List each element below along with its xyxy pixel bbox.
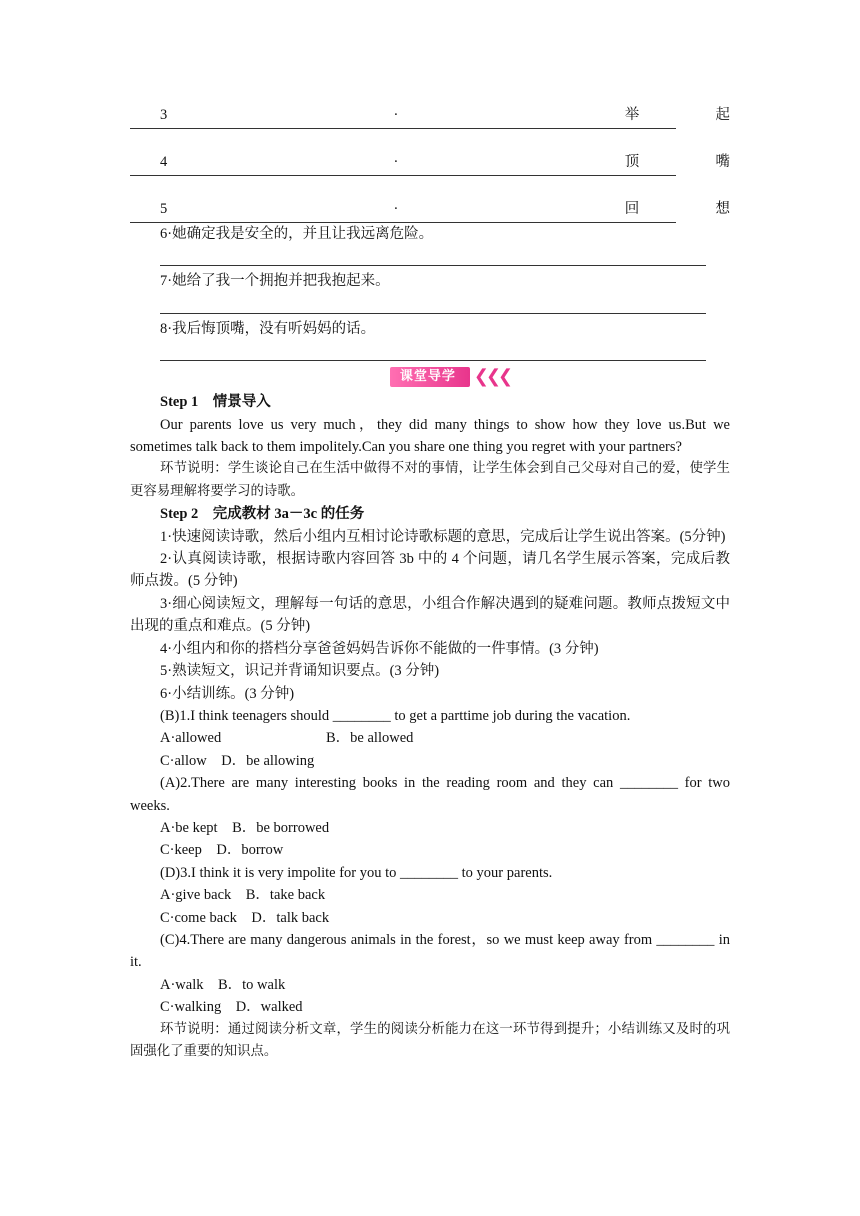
banner-label: 课堂导学 bbox=[390, 367, 470, 387]
option: B．be allowed bbox=[326, 730, 414, 747]
answer-line bbox=[160, 245, 706, 266]
separator-dot: · bbox=[393, 154, 399, 170]
separator-dot: · bbox=[393, 107, 399, 123]
question-options: C·walking D．walked bbox=[160, 999, 303, 1016]
question-stem: (D)3.I think it is very impolite for you to ________ to your parents. bbox=[160, 864, 553, 881]
char-1: 回 bbox=[624, 201, 640, 217]
answer-line bbox=[130, 174, 676, 176]
vocab-item bbox=[130, 104, 730, 129]
question-stem: (A)2.There are many interesting books in the reading room and they can ________ for two weeks. bbox=[130, 775, 730, 814]
char-2: 起 bbox=[715, 107, 730, 123]
option: A·allowed bbox=[160, 730, 222, 747]
char-2: 嘴 bbox=[715, 154, 730, 170]
question-options: C·come back D．talk back bbox=[160, 909, 330, 926]
step1-note: 环节说明：学生谈论自己在生活中做得不对的事情，让学生体会到自己父母对自己的爱，使学生更容易理解将要学习的诗歌。 bbox=[130, 461, 730, 499]
answer-line bbox=[160, 340, 706, 361]
section-banner bbox=[170, 365, 730, 389]
vocab-item bbox=[130, 151, 730, 176]
question-options bbox=[130, 727, 730, 749]
translate-item: 6·她确定我是安全的，并且让我远离危险。 bbox=[160, 226, 434, 242]
question-stem: (B)1.I think teenagers should ________ to get a parttime job during the vacation. bbox=[160, 707, 631, 724]
task-item: 5·熟读短文，识记并背诵知识要点。(3 分钟) bbox=[160, 663, 440, 680]
item-number: 3 bbox=[160, 107, 168, 123]
char-1: 顶 bbox=[624, 154, 640, 170]
task-item: 4·小组内和你的搭档分享爸爸妈妈告诉你不能做的一件事情。(3 分钟) bbox=[160, 640, 599, 657]
translate-item: 7·她给了我一个拥抱并把我抱起来。 bbox=[160, 273, 390, 290]
step2-note: 环节说明：通过阅读分析文章，学生的阅读分析能力在这一环节得到提升；小结训练又及时的巩固强化了重要的知识点。 bbox=[130, 1021, 730, 1059]
question-stem: (C)4.There are many dangerous animals in the forest，so we must keep away from ________ in it. bbox=[130, 931, 730, 971]
answer-line bbox=[160, 293, 706, 314]
char-1: 举 bbox=[624, 107, 640, 123]
step1-text: Our parents love us very much，they did many things to show how they love us.But we sometimes talk back to them impolitely.Can you share one thing you regret with your partners? bbox=[130, 416, 730, 456]
answer-line bbox=[130, 127, 676, 129]
task-item: 1·快速阅读诗歌，然后小组内互相讨论诗歌标题的意思，完成后让学生说出答案。(5分钟) bbox=[160, 528, 726, 545]
item-number: 5 bbox=[160, 201, 168, 217]
item-number: 4 bbox=[160, 154, 168, 170]
step2-heading: Step 2 完成教材 3a－3c 的任务 bbox=[160, 506, 365, 523]
vocab-item bbox=[130, 198, 730, 223]
question-options: A·give back B．take back bbox=[160, 887, 326, 904]
question-options: C·keep D．borrow bbox=[160, 842, 284, 859]
question-options: C·allow D．be allowing bbox=[160, 752, 315, 769]
task-item: 6·小结训练。(3 分钟) bbox=[160, 685, 295, 702]
question-options: A·be kept B．be borrowed bbox=[160, 819, 330, 836]
task-item: 2·认真阅读诗歌，根据诗歌内容回答 3b 中的 4 个问题，请几名学生展示答案，完成后教师点拨。(5 分钟) bbox=[130, 551, 730, 590]
separator-dot: · bbox=[393, 201, 399, 217]
step1-heading: Step 1 情景导入 bbox=[160, 394, 271, 411]
translate-item: 8·我后悔顶嘴，没有听妈妈的话。 bbox=[160, 320, 376, 337]
task-item: 3·细心阅读短文，理解每一句话的意思，小组合作解决遇到的疑难问题。教师点拨短文中出现的重点和难点。(5 分钟) bbox=[130, 595, 730, 635]
content bbox=[130, 104, 730, 1063]
question-options: A·walk B．to walk bbox=[160, 976, 286, 993]
char-2: 想 bbox=[715, 201, 730, 217]
chevron-left-icon: ❮❮❮ bbox=[473, 366, 511, 388]
